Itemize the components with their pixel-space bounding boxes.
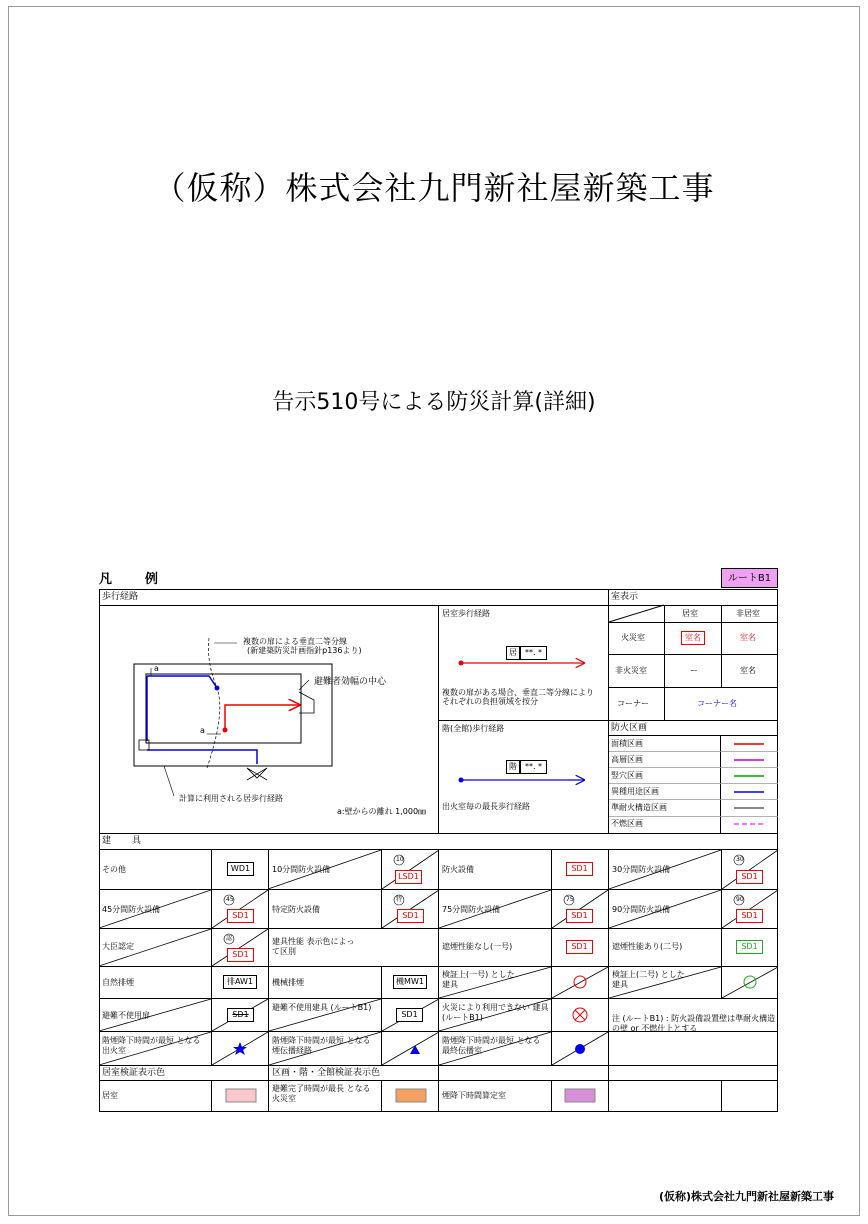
fit-minister-badge: 認 bbox=[226, 935, 233, 942]
page-title: （仮称）株式会社九門新社屋新築工事 bbox=[153, 169, 715, 207]
note-path: 計算に利用される居歩行経路 bbox=[179, 794, 283, 803]
room-route-box: **. * bbox=[520, 646, 547, 660]
fit-smoke-path-label: 階煙降下時間が最短 となる煙伝播経路 bbox=[272, 1036, 371, 1055]
col-room: 居室 bbox=[682, 609, 698, 618]
fit-75min-label: 75分間防火設備 bbox=[442, 905, 501, 914]
note-bisector-2: (新建築防災計画指針p136より) bbox=[247, 646, 362, 655]
fittings-heading: 建 具 bbox=[102, 836, 148, 846]
fit-other-label: その他 bbox=[102, 865, 126, 874]
fit-verify2-label: 検証上(二号) とした建具 bbox=[612, 970, 685, 989]
fit-75min-badge: 75 bbox=[566, 896, 574, 903]
room-route-note-1: 複数の扉がある場合、垂直二等分線により bbox=[442, 688, 594, 697]
fire-room-name: 室名 bbox=[681, 631, 705, 645]
fit-fire-label: 防火設備 bbox=[442, 865, 474, 874]
fit-mech-smoke-label: 機械排煙 bbox=[272, 978, 304, 987]
room-route-title: 居室歩行経路 bbox=[442, 609, 490, 618]
corner-name: コーナー名 bbox=[697, 699, 737, 708]
fit-30min-symbol: SD1 bbox=[736, 870, 763, 884]
floor-route-title: 階(全館)歩行経路 bbox=[442, 724, 505, 733]
verify-zone-heading: 区画・階・全館検証表示色 bbox=[272, 1068, 381, 1078]
fit-fire-symbol: SD1 bbox=[566, 862, 593, 876]
verify-room-label: 居室 bbox=[102, 1091, 118, 1100]
fit-45min-label: 45分間防火設備 bbox=[102, 905, 161, 914]
fit-10min-symbol: LSD1 bbox=[395, 870, 422, 884]
fit-unused-b1-label: 避難不使用建具 (ルートB1) bbox=[272, 1003, 372, 1012]
zone-shaft: 竪穴区画 bbox=[611, 771, 643, 780]
fit-verify1-label: 検証上(一号) とした建具 bbox=[442, 970, 515, 989]
row-fire: 火災室 bbox=[621, 633, 645, 642]
fit-mech-smoke-symbol: 機MW1 bbox=[393, 975, 427, 989]
room-route-note-2: それぞれの負担領域を按分 bbox=[442, 697, 538, 706]
verify-zone2-label: 煙降下時間算定室 bbox=[442, 1091, 506, 1100]
note-a: a:壁からの離れ 1,000㎜ bbox=[337, 807, 427, 816]
fit-final-room-label: 階煙降下時間が最短 となる最終伝播室 bbox=[442, 1036, 541, 1055]
fit-90min-label: 90分間防火設備 bbox=[612, 905, 671, 914]
fit-special-label: 特定防火設備 bbox=[272, 905, 320, 914]
fit-90min-badge: 90 bbox=[736, 896, 744, 903]
fire-nonroom-name: 室名 bbox=[740, 633, 756, 642]
note-center: 避難者効幅の中心 bbox=[314, 677, 387, 687]
fit-unused-door-symbol: SD1 bbox=[227, 1008, 254, 1022]
zone-mixed-use: 異種用途区画 bbox=[611, 787, 659, 796]
fit-10min-label: 10分間防火設備 bbox=[272, 865, 331, 874]
fit-unavailable-label: 火災により利用できない 建具 (ルートB1) bbox=[442, 1003, 549, 1022]
fit-nosmoke-symbol: SD1 bbox=[566, 940, 593, 954]
fit-note: 注 (ルートB1) : 防火設備設置壁は準耐火構造の壁 or 不燃仕上とする bbox=[612, 1014, 776, 1033]
legend-heading: 凡 例 bbox=[99, 572, 169, 587]
fit-30min-label: 30分間防火設備 bbox=[612, 865, 671, 874]
nonfire-nonroom: 室名 bbox=[740, 666, 756, 675]
fit-unused-door-label: 避難不使用扉 bbox=[102, 1011, 150, 1020]
fit-minister-label: 大臣認定 bbox=[102, 942, 134, 951]
walk-heading: 歩行経路 bbox=[102, 592, 139, 602]
fit-smoke-symbol: SD1 bbox=[736, 940, 763, 954]
room-display-heading: 室表示 bbox=[611, 592, 639, 602]
fire-zones-heading: 防火区画 bbox=[611, 723, 648, 733]
verify-zone1-label: 避難完了時間が最長 となる火災室 bbox=[272, 1084, 371, 1103]
fit-45min-symbol: SD1 bbox=[227, 909, 254, 923]
fit-special-badge: 特 bbox=[396, 896, 403, 903]
fit-unused-b1-symbol: SD1 bbox=[396, 1008, 423, 1022]
zone-area: 面積区画 bbox=[611, 739, 643, 748]
fit-30min-badge: 30 bbox=[736, 856, 744, 863]
row-corner: コーナー bbox=[617, 699, 649, 708]
fit-smoke-label: 遮煙性能あり(二号) bbox=[612, 942, 683, 951]
fit-special-symbol: SD1 bbox=[397, 909, 424, 923]
floor-route-box: **. * bbox=[520, 760, 547, 774]
floor-route-prefix: 階 bbox=[506, 760, 520, 774]
zone-quasi-fireproof: 準耐火構造区画 bbox=[611, 803, 667, 812]
fit-natural-smoke-symbol: 排AW1 bbox=[223, 975, 257, 989]
fit-nosmoke-label: 遮煙性能なし(一号) bbox=[442, 942, 513, 951]
fit-other-symbol: WD1 bbox=[227, 862, 254, 876]
fit-performance-label: 建具性能 表示色によって区別 bbox=[272, 937, 355, 956]
fit-45min-badge: 45 bbox=[226, 896, 234, 903]
zone-noncombustible: 不燃区画 bbox=[611, 819, 643, 828]
fit-natural-smoke-label: 自然排煙 bbox=[102, 978, 134, 987]
fit-75min-symbol: SD1 bbox=[566, 909, 593, 923]
label-a-top: a bbox=[154, 664, 159, 673]
page-subtitle: 告示510号による防災計算(詳細) bbox=[272, 390, 596, 415]
verify-room-heading: 居室検証表示色 bbox=[102, 1068, 166, 1078]
label-a-bottom: a bbox=[200, 726, 205, 735]
col-nonroom: 非居室 bbox=[736, 609, 760, 618]
room-route-prefix: 居 bbox=[506, 646, 520, 660]
floor-route-note: 出火室毎の最長歩行経路 bbox=[442, 802, 530, 811]
route-tag: ルートB1 bbox=[721, 568, 778, 588]
note-bisector-1: 複数の扉による垂直二等分線 bbox=[243, 637, 347, 646]
fit-fire-room-label: 階煙降下時間が最短 となる出火室 bbox=[102, 1036, 201, 1055]
fit-90min-symbol: SD1 bbox=[736, 909, 763, 923]
fit-10min-badge: 10 bbox=[396, 856, 404, 863]
page-footer: (仮称)株式会社九門新社屋新築工事 bbox=[658, 1190, 834, 1203]
fit-minister-symbol: SD1 bbox=[227, 948, 254, 962]
row-nonfire: 非火災室 bbox=[615, 666, 647, 675]
nonfire-room: ー bbox=[690, 666, 698, 675]
zone-highrise: 高層区画 bbox=[611, 755, 643, 764]
